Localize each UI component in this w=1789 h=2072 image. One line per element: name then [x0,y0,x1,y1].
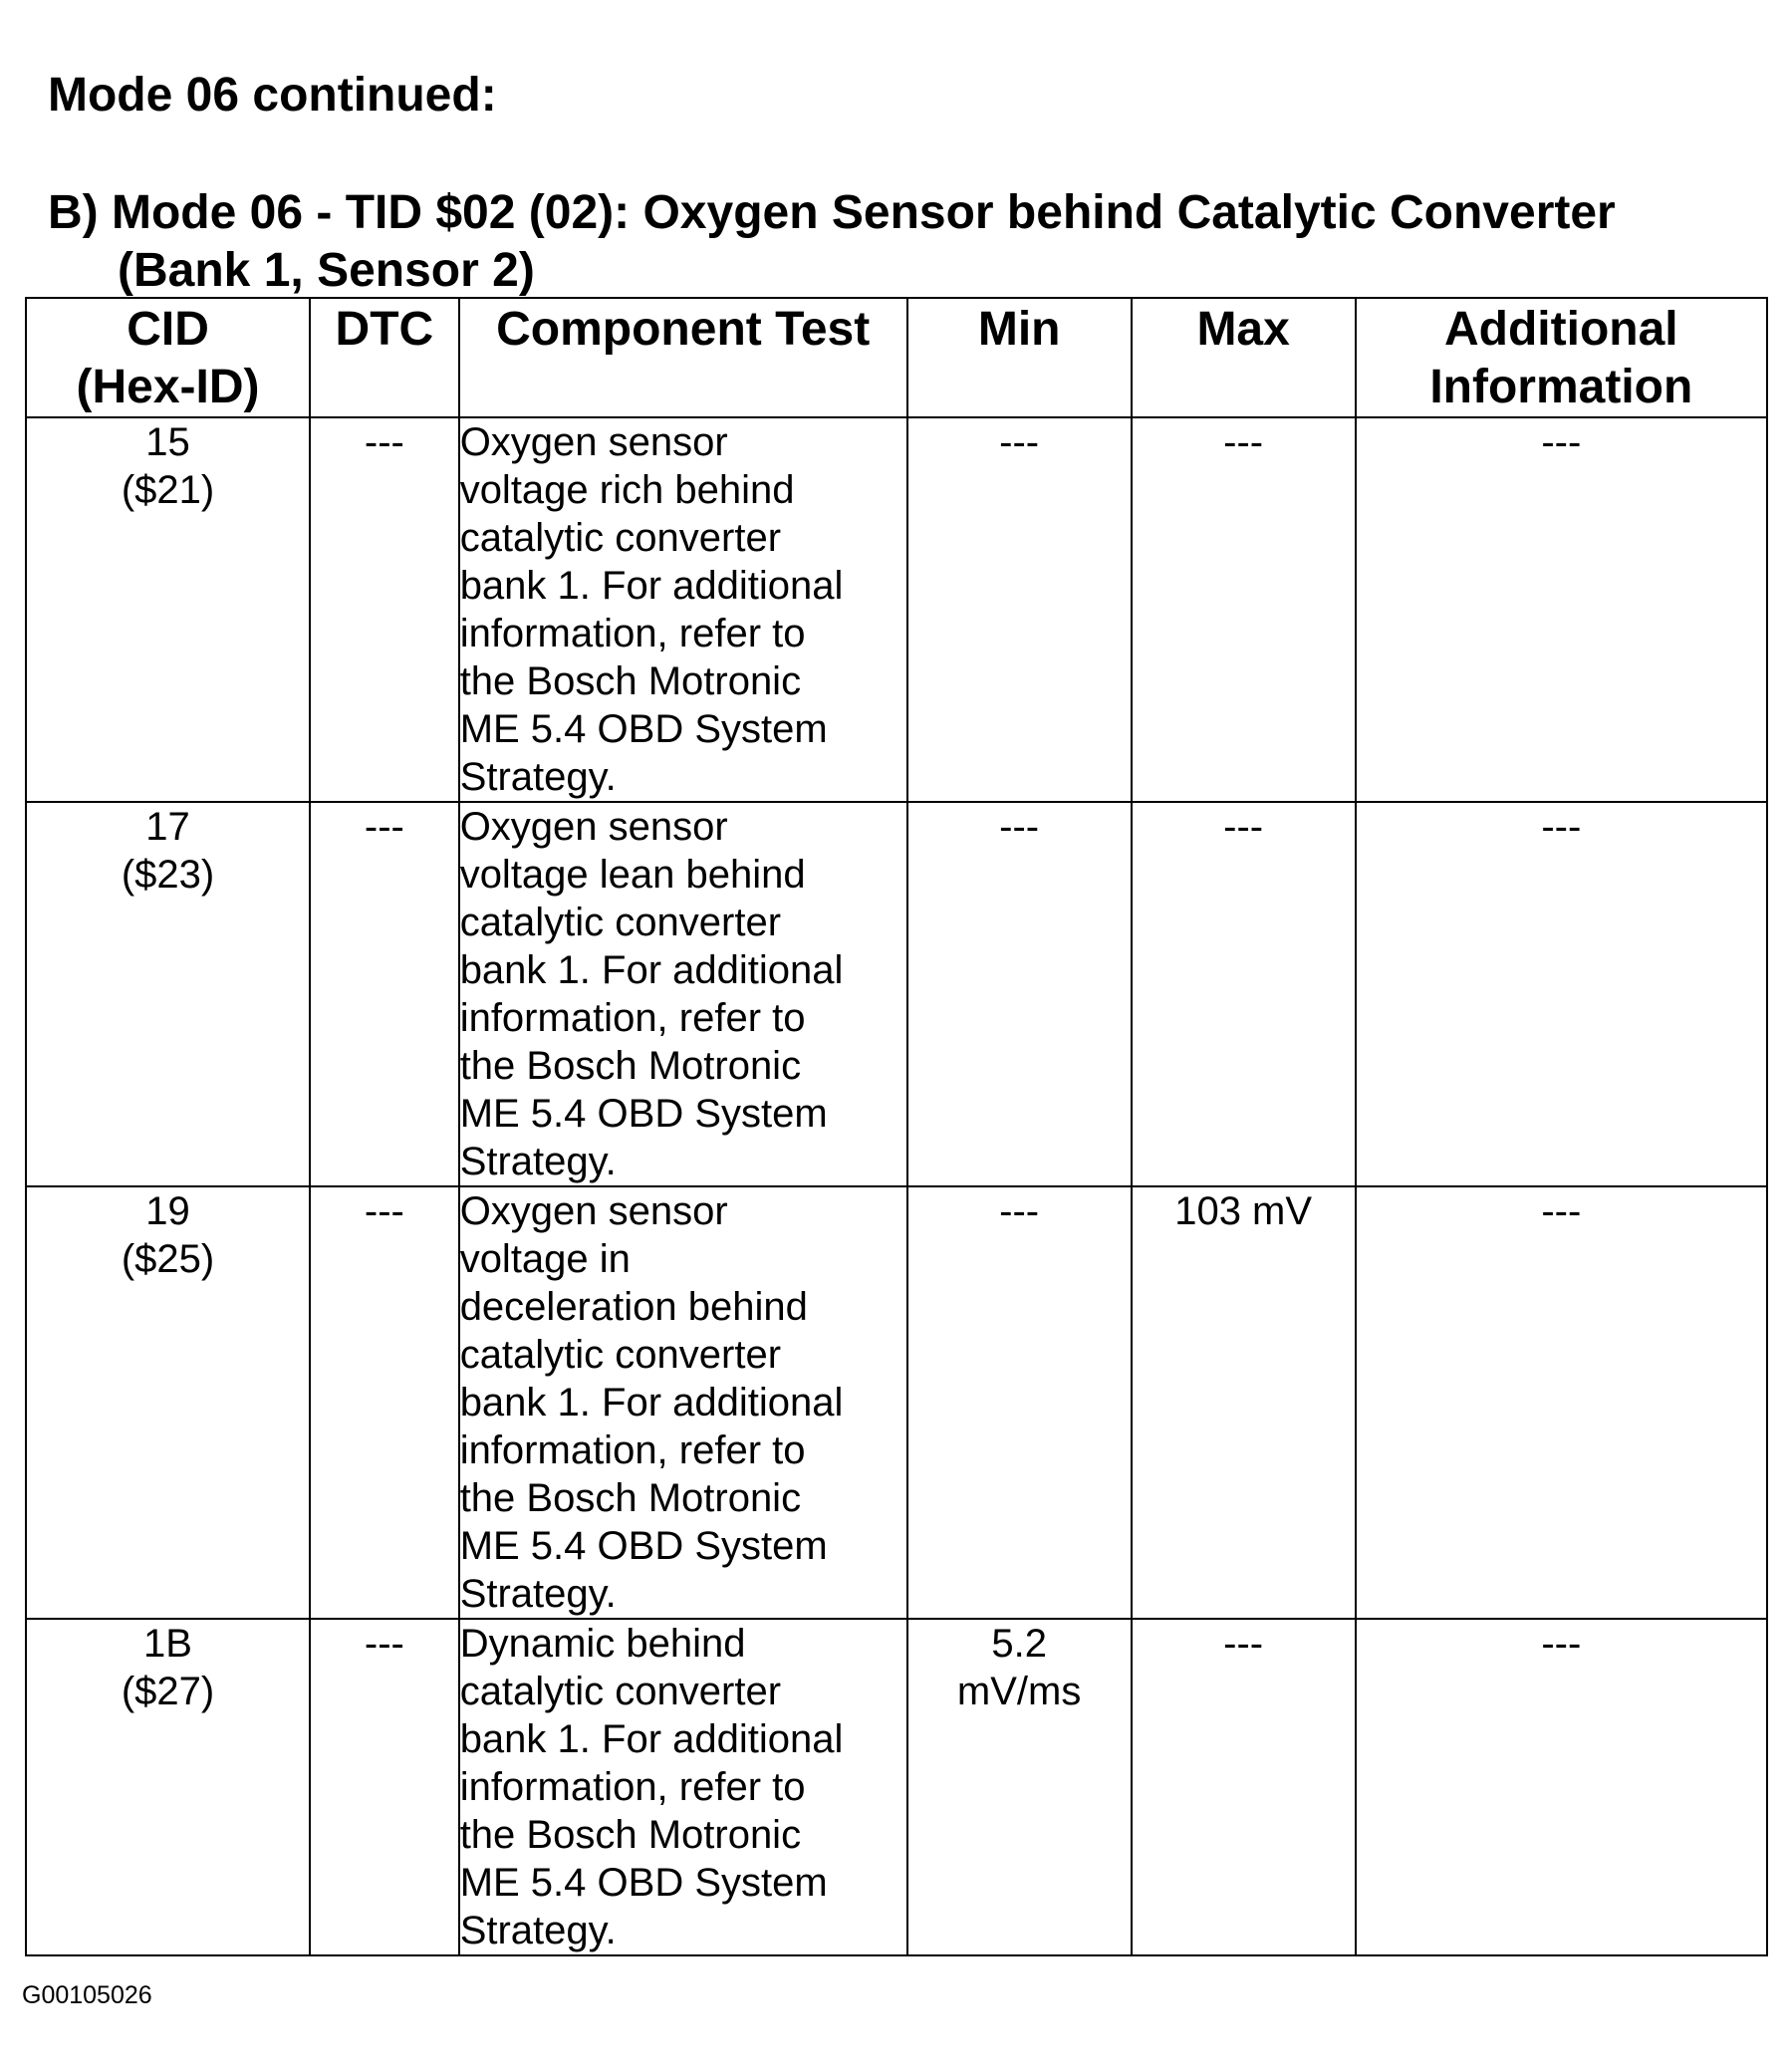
header-dtc: DTC [310,298,459,417]
header-additional-line: Additional [1443,303,1678,356]
test-line: the Bosch Motronic [459,1044,802,1088]
test-line: catalytic converter [459,1333,782,1377]
test-line: the Bosch Motronic [459,1476,802,1520]
cell-component-test [459,1186,907,1619]
test-line: Strategy. [459,755,617,799]
cell-cid [26,1619,310,1955]
cell-min [907,417,1132,802]
section-marker: B) [48,186,99,239]
test-line: information, refer to [459,1428,806,1472]
cid-value: 17 [145,805,190,849]
test-line: voltage rich behind [459,468,795,512]
test-line: ME 5.4 OBD System [459,1861,828,1905]
cell-additional: --- [1356,1186,1767,1619]
test-line: catalytic converter [459,901,782,944]
cid-value: 15 [145,420,190,464]
min-line: --- [999,420,1040,464]
header-max: Max [1132,298,1356,417]
test-line: voltage in [459,1237,631,1281]
header-additional-information [1356,298,1767,417]
cell-component-test [459,417,907,802]
cell-cid [26,1186,310,1619]
test-line: the Bosch Motronic [459,659,802,703]
cid-hex: ($27) [121,1670,215,1713]
cell-cid [26,417,310,802]
cell-max: --- [1132,417,1356,802]
test-line: catalytic converter [459,1670,782,1713]
test-line: bank 1. For additional [459,1717,844,1761]
test-line: information, refer to [459,1765,806,1809]
test-line: ME 5.4 OBD System [459,1092,828,1136]
test-line: information, refer to [459,996,806,1040]
min-line: mV/ms [956,1670,1082,1713]
cid-hex: ($23) [121,853,215,897]
cell-min [907,1186,1132,1619]
test-line: ME 5.4 OBD System [459,1524,828,1568]
cell-component-test [459,1619,907,1955]
test-line: bank 1. For additional [459,948,844,992]
cell-component-test [459,802,907,1186]
section-title: Mode 06 - TID $02 (02): Oxygen Sensor behind Catalytic Converter [112,186,1616,239]
header-cid-line: CID [127,303,209,356]
cell-dtc: --- [310,1186,459,1619]
min-line: --- [999,1189,1040,1233]
cell-dtc: --- [310,802,459,1186]
header-min: Min [907,298,1132,417]
min-line: --- [999,805,1040,849]
test-line: Oxygen sensor [459,420,728,464]
page-heading: Mode 06 continued: [48,69,497,122]
mode06-table [25,297,1768,1956]
test-line: bank 1. For additional [459,1381,844,1424]
test-line: Strategy. [459,1909,617,1952]
table-row [26,1186,1767,1619]
test-line: Oxygen sensor [459,805,728,849]
cell-dtc: --- [310,417,459,802]
cell-max: 103 mV [1132,1186,1356,1619]
cell-min [907,1619,1132,1955]
test-line: the Bosch Motronic [459,1813,802,1857]
table-row [26,802,1767,1186]
cid-value: 1B [143,1622,192,1666]
cid-value: 19 [145,1189,190,1233]
test-line: voltage lean behind [459,853,806,897]
cell-additional: --- [1356,802,1767,1186]
test-line: bank 1. For additional [459,564,844,608]
table-row [26,417,1767,802]
cell-dtc: --- [310,1619,459,1955]
cell-min [907,802,1132,1186]
test-line: information, refer to [459,612,806,655]
header-additional-line: Information [1429,361,1693,413]
cell-max: --- [1132,1619,1356,1955]
header-cid-line: (Hex-ID) [76,361,260,413]
test-line: catalytic converter [459,516,782,560]
test-line: Oxygen sensor [459,1189,728,1233]
test-line: Dynamic behind [459,1622,746,1666]
cell-max: --- [1132,802,1356,1186]
cid-hex: ($21) [121,468,215,512]
cell-additional: --- [1356,417,1767,802]
section-subtitle: (Bank 1, Sensor 2) [118,244,535,297]
header-component-test: Component Test [459,298,907,417]
header-cid [26,298,310,417]
test-line: ME 5.4 OBD System [459,707,828,751]
section-heading [48,185,1616,241]
cell-additional: --- [1356,1619,1767,1955]
table-row [26,1619,1767,1955]
min-line: 5.2 [991,1622,1047,1666]
test-line: deceleration behind [459,1285,808,1329]
test-line: Strategy. [459,1140,617,1183]
cid-hex: ($25) [121,1237,215,1281]
test-line: Strategy. [459,1572,617,1616]
figure-id: G00105026 [22,1981,152,2009]
cell-cid [26,802,310,1186]
table-header-row [26,298,1767,417]
